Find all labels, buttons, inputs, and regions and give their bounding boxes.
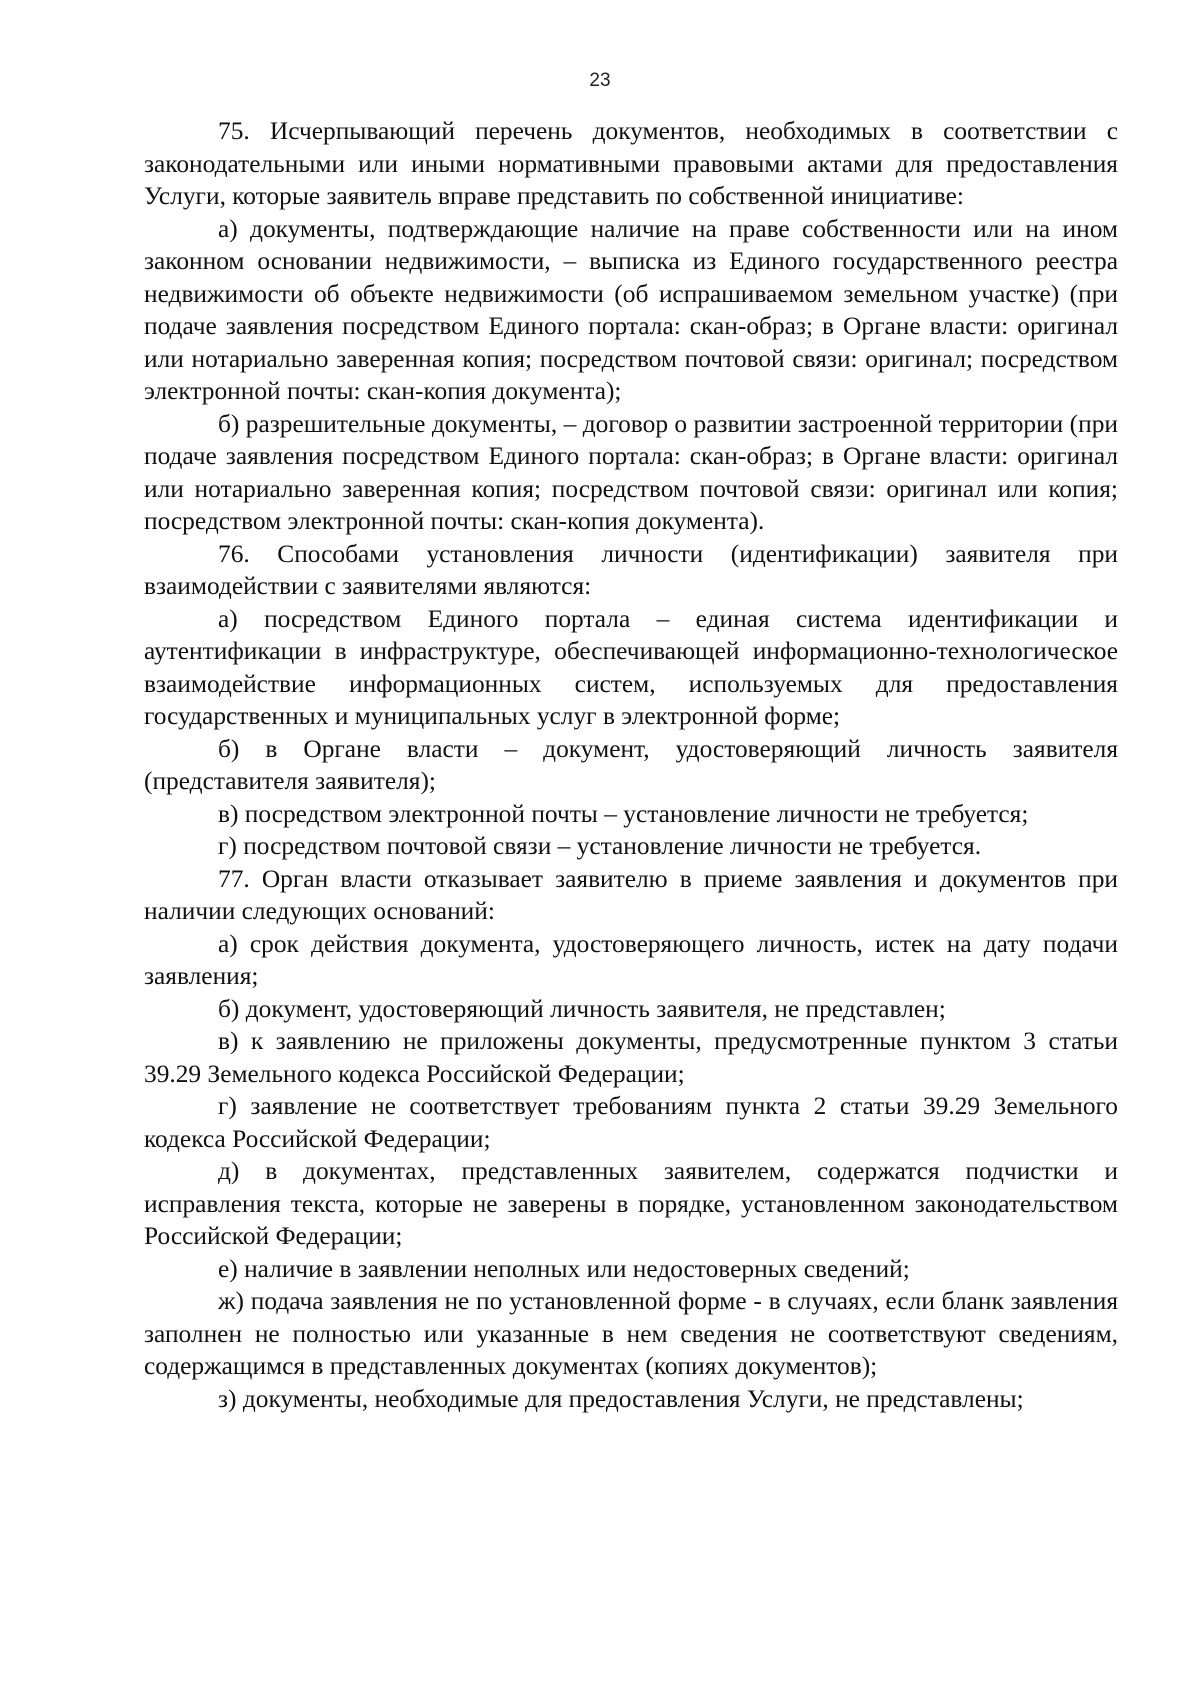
paragraph-76-v: в) посредством электронной почты – установление личности не требуется; [218,799,1029,828]
paragraph-77-b: б) документ, удостоверяющий личность заявителя, не представлен; [218,994,946,1023]
paragraph-77-v: в) к заявлению не приложены документы, предусмотренные пунктом 3 статьи 39.29 Земельного кодекса Российской Федерации; [144,1027,1118,1088]
paragraph-76-a: а) посредством Единого портала – единая система идентификации и аутентификации в инфраструктуре, обеспечивающей информационно-технологическое взаимодействие информационных систем, используемых для предоставления государственных и муниципальных услуг в электронной форме; [144,604,1118,730]
paragraph-77-a: а) срок действия документа, удостоверяющего личность, истек на дату подачи заявления; [144,929,1118,990]
paragraph-77-e: е) наличие в заявлении неполных или недостоверных сведений; [218,1254,910,1283]
paragraph-77-zh: ж) подача заявления не по установленной форме - в случаях, если бланк заявления заполнен не полностью или указанные в нем сведения не соответствуют сведениям, содержащимся в представленных документах (копиях документов); [144,1287,1118,1380]
paragraph-76: 76. Способами установления личности (идентификации) заявителя при взаимодействии с заявителями являются: [144,539,1118,600]
paragraph-77: 77. Орган власти отказывает заявителю в приеме заявления и документов при наличии следующих оснований: [144,864,1118,925]
paragraph-77-g: г) заявление не соответствует требованиям пункта 2 статьи 39.29 Земельного кодекса Российской Федерации; [144,1092,1118,1153]
paragraph-75: 75. Исчерпывающий перечень документов, необходимых в соответствии с законодательными или иными нормативными правовыми актами для предоставления Услуги, которые заявитель вправе представить по собственной инициативе: [144,117,1118,210]
paragraph-76-b: б) в Органе власти – документ, удостоверяющий личность заявителя (представителя заявителя); [144,734,1118,795]
page-number: 23 [589,70,611,91]
paragraph-75-a: а) документы, подтверждающие наличие на праве собственности или на ином законном основании недвижимости, – выписка из Единого государственного реестра недвижимости об объекте недвижимости (об испрашиваемом земельном участке) (при подаче заявления посредством Единого портала: скан-образ; в Органе власти: оригинал или нотариально заверенная копия; посредством почтовой связи: оригинал; посредством электронной почты: скан-копия документа); [144,214,1118,405]
paragraph-75-b: б) разрешительные документы, – договор о развитии застроенной территории (при подаче заявления посредством Единого портала: скан-образ; в Органе власти: оригинал или нотариально заверенная копия; посредством почтовой связи: оригинал или копия; посредством электронной почты: скан-копия документа). [144,409,1118,535]
paragraph-77-z: з) документы, необходимые для предоставления Услуги, не представлены; [218,1384,1024,1413]
paragraph-77-d: д) в документах, представленных заявителем, содержатся подчистки и исправления текста, которые не заверены в порядке, установленном законодательством Российской Федерации; [144,1157,1118,1250]
paragraph-76-g: г) посредством почтовой связи – установление личности не требуется. [218,832,982,860]
body-text [144,115,1118,1415]
